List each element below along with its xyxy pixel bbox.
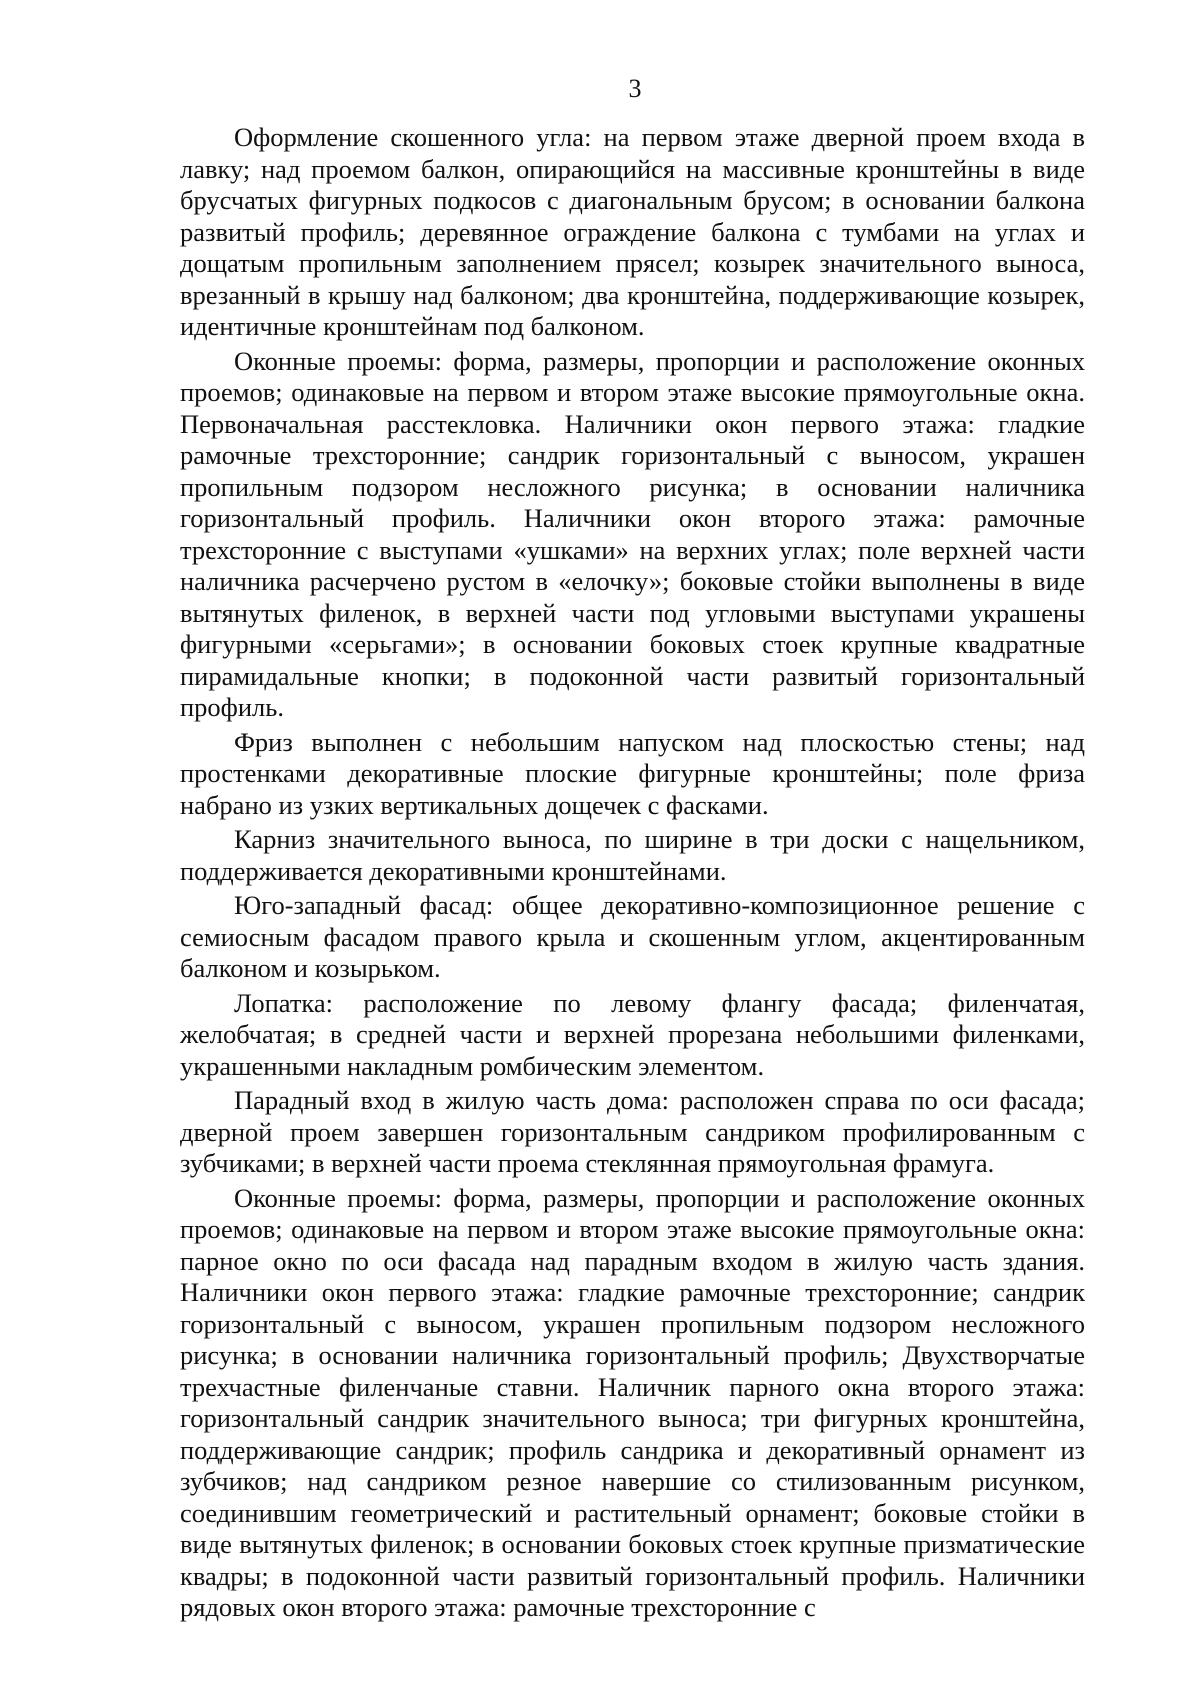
paragraph-frieze: Фриз выполнен с небольшим напуском над плоскостью стены; над простенками декоративные плоские фигурные кронштейны; поле фриза набрано из узких вертикальных дощечек с фасками. — [180, 726, 1085, 820]
page-number: 3 — [628, 74, 642, 103]
paragraph-cornice: Карниз значительного выноса, по ширине в три доски с нащельником, поддерживается декоративными кронштейнами. — [180, 824, 1085, 886]
paragraph-window-openings: Оконные проемы: форма, размеры, пропорции и расположение оконных проемов; одинаковые на первом и втором этаже высокие прямоугольные окна. Первоначальная расстекловка. Наличники окон первого этажа: гладкие рамочные трехсторонние; сандрик горизонтальный с выносом, украшен пропильным подзором несложного рисунка; в основании наличника горизонтальный профиль. Наличники окон второго этажа: рамочные трехсторонние с выступами «ушками» на верхних углах; поле верхней части наличника расчерчено рустом в «елочку»; боковые стойки выполнены в виде вытянутых филенок, в верхней части под угловыми выступами украшены фигурными «серьгами»; в основании боковых стоек крупные квадратные пирамидальные кнопки; в подоконной части развитый горизонтальный профиль. — [180, 345, 1085, 722]
paragraph-main-entrance: Парадный вход в жилую часть дома: расположен справа по оси фасада; дверной проем завершен горизонтальным сандриком профилированным с зубчиками; в верхней части проема стеклянная прямоугольная фрамуга. — [180, 1085, 1085, 1178]
paragraph-window-openings-southwest: Оконные проемы: форма, размеры, пропорции и расположение оконных проемов; одинаковые на первом и втором этаже высокие прямоугольные окна: парное окно по оси фасада над парадным входом в жилую часть здания. Наличники окон первого этажа: гладкие рамочные трехсторонние; сандрик горизонтальный с выносом, украшен пропильным подзором несложного рисунка; в основании наличника горизонтальный профиль; Двухстворчатые трехчастные филенчаные ставни. Наличник парного окна второго этажа: горизонтальный сандрик значительного выноса; три фигурных кронштейна, поддерживающие сандрик; профиль сандрика и декоративный орнамент из зубчиков; над сандриком резное навершие со стилизованным рисунком, соединившим геометрический и растительный орнамент; боковые стойки в виде вытянутых филенок; в основании боковых стоек крупные призматические квадры; в подоконной части развитый горизонтальный профиль. Наличники рядовых окон второго этажа: рамочные трехсторонние с — [180, 1182, 1085, 1622]
paragraph-corner-design: Оформление скошенного угла: на первом этаже дверной проем входа в лавку; над проемом балкон, опирающийся на массивные кронштейны в виде брусчатых фигурных подкосов с диагональным брусом; в основании балкона развитый профиль; деревянное ограждение балкона с тумбами на углах и дощатым пропильным заполнением прясел; козырек значительного выноса, врезанный в крышу над балконом; два кронштейна, поддерживающие козырек, идентичные кронштейнам под балконом. — [180, 122, 1085, 341]
body-text — [180, 122, 1085, 1627]
paragraph-southwest-facade: Юго-западный фасад: общее декоративно-композиционное решение с семиосным фасадом правого крыла и скошенным углом, акцентированным балконом и козырьком. — [180, 890, 1085, 983]
paragraph-pilaster: Лопатка: расположение по левому флангу фасада; филенчатая, желобчатая; в средней части и верхней прорезана небольшими филенками, украшенными накладным ромбическим элементом. — [180, 987, 1085, 1081]
